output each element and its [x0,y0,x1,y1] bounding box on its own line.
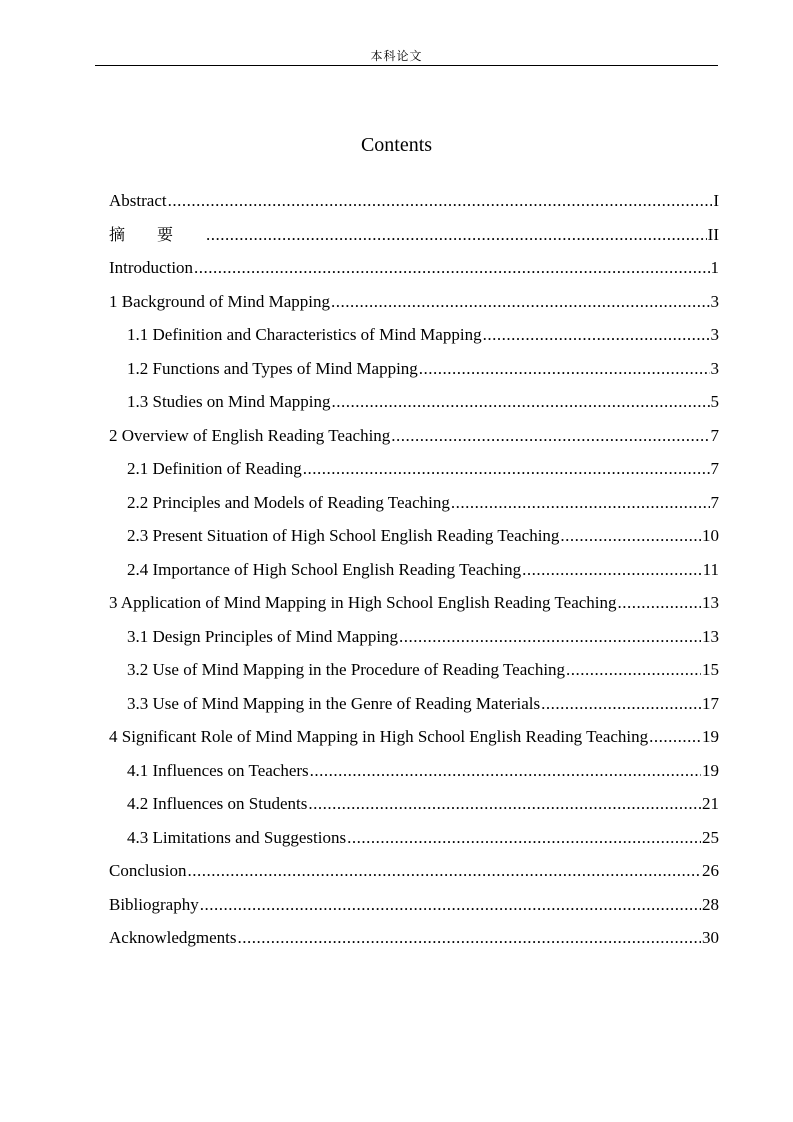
dot-leader [419,356,710,382]
toc-entry-section-4-2[interactable] [109,791,719,825]
toc-entry-label: Introduction [109,258,194,277]
toc-entry-label: 2.1 Definition of Reading [127,459,302,478]
toc-entry-label: 3.1 Design Principles of Mind Mapping [127,626,399,646]
toc-entry-page: 30 [702,928,719,947]
toc-entry-label: 4.3 Limitations and Suggestions [127,827,347,847]
dot-leader [168,188,713,214]
toc-entry-page: 3 [710,325,719,344]
toc-entry-label: 2.4 Importance of High School English Reading Teaching [127,559,522,579]
toc-entry-label: 摘要 [109,224,206,244]
toc-entry-section-1-3[interactable] [109,389,719,423]
dot-leader [237,925,701,951]
toc-entry-page: 3 [710,358,719,378]
dot-leader [649,724,701,750]
toc-entry-introduction[interactable] [109,255,719,289]
toc-entry-label: 4.2 Influences on Students [127,794,308,813]
toc-entry-chapter-4[interactable] [109,724,719,758]
running-header: 本科论文 [370,49,423,63]
toc-entry-label: 1 Background of Mind Mapping [109,291,330,311]
toc-entry-page: 15 [702,660,719,679]
toc-entry-page: 25 [702,827,719,847]
toc-entry-chinese-abstract[interactable] [109,222,719,256]
toc-entry-section-4-3[interactable] [109,825,719,859]
toc-entry-page: 13 [702,626,719,646]
dot-leader [483,322,710,348]
dot-leader [310,758,701,784]
toc-entry-page: II [707,224,719,244]
toc-entry-section-1-2[interactable] [109,356,719,390]
toc-entry-conclusion[interactable] [109,858,719,892]
dot-leader [560,523,701,549]
toc-entry-chapter-3[interactable] [109,590,719,624]
toc-entry-label: 3 Application of Mind Mapping in High School English Reading Teaching [109,593,617,612]
toc-entry-label: 1.1 Definition and Characteristics of Mind Mapping [127,325,482,344]
toc-entry-label: 3.3 Use of Mind Mapping in the Genre of Reading Materials [127,693,541,713]
toc-entry-page: 5 [710,392,719,411]
toc-entry-page: 21 [702,794,719,813]
toc-entry-section-3-1[interactable] [109,624,719,658]
dot-leader [194,255,709,281]
toc-entry-section-3-2[interactable] [109,657,719,691]
toc-entry-label: Conclusion [109,861,187,880]
toc-entry-label: 3.2 Use of Mind Mapping in the Procedure of Reading Teaching [127,660,566,679]
dot-leader [391,423,709,449]
header-rule [95,65,718,66]
toc-entry-page: I [713,191,719,210]
toc-entry-page: 10 [702,526,719,545]
toc-entry-label: Bibliography [109,894,199,914]
dot-leader [187,858,701,884]
dot-leader [451,490,710,516]
toc-entry-section-3-3[interactable] [109,691,719,725]
dot-leader [200,892,701,918]
toc-entry-page: 19 [702,727,719,746]
toc-entry-page: 13 [702,593,719,612]
toc-entry-label: 2 Overview of English Reading Teaching [109,425,391,445]
dot-leader [332,389,710,415]
toc-entry-section-2-1[interactable] [109,456,719,490]
dot-leader [303,456,710,482]
dot-leader [308,791,701,817]
toc-entry-section-2-2[interactable] [109,490,719,524]
toc-entry-label: 4 Significant Role of Mind Mapping in High School English Reading Teaching [109,727,649,746]
toc-entry-label: 2.2 Principles and Models of Reading Teaching [127,492,450,512]
dot-leader [399,624,701,650]
toc-entry-page: 7 [710,492,719,512]
toc-entry-section-1-1[interactable] [109,322,719,356]
toc-entry-page: 26 [702,861,719,880]
dot-leader [618,590,701,616]
toc-entry-abstract[interactable] [109,188,719,222]
contents-title: Contents [360,134,433,156]
toc-entry-page: 1 [710,258,719,277]
dot-leader [522,557,701,583]
toc-entry-page: 19 [702,760,719,780]
toc-entry-page: 28 [702,894,719,914]
toc-entry-chapter-2[interactable] [109,423,719,457]
toc-entry-label: 4.1 Influences on Teachers [127,760,309,780]
toc-entry-page: 7 [710,425,719,445]
table-of-contents [109,188,719,959]
toc-entry-section-2-4[interactable] [109,557,719,591]
toc-entry-bibliography[interactable] [109,892,719,926]
toc-entry-page: 17 [702,693,719,713]
toc-entry-label: Abstract [109,191,167,210]
toc-entry-label: 1.3 Studies on Mind Mapping [127,392,331,411]
dot-leader [331,289,710,315]
toc-entry-page: 3 [710,291,719,311]
toc-entry-section-4-1[interactable] [109,758,719,792]
toc-entry-label: 1.2 Functions and Types of Mind Mapping [127,358,418,378]
toc-entry-page: 11 [702,559,719,579]
toc-entry-acknowledgments[interactable] [109,925,719,959]
toc-entry-page: 7 [710,459,719,478]
dot-leader [347,825,701,851]
toc-entry-chapter-1[interactable] [109,289,719,323]
toc-entry-section-2-3[interactable] [109,523,719,557]
toc-entry-label: 2.3 Present Situation of High School English Reading Teaching [127,526,560,545]
dot-leader [206,222,707,248]
dot-leader [541,691,701,717]
toc-entry-label: Acknowledgments [109,928,237,947]
dot-leader [566,657,701,683]
